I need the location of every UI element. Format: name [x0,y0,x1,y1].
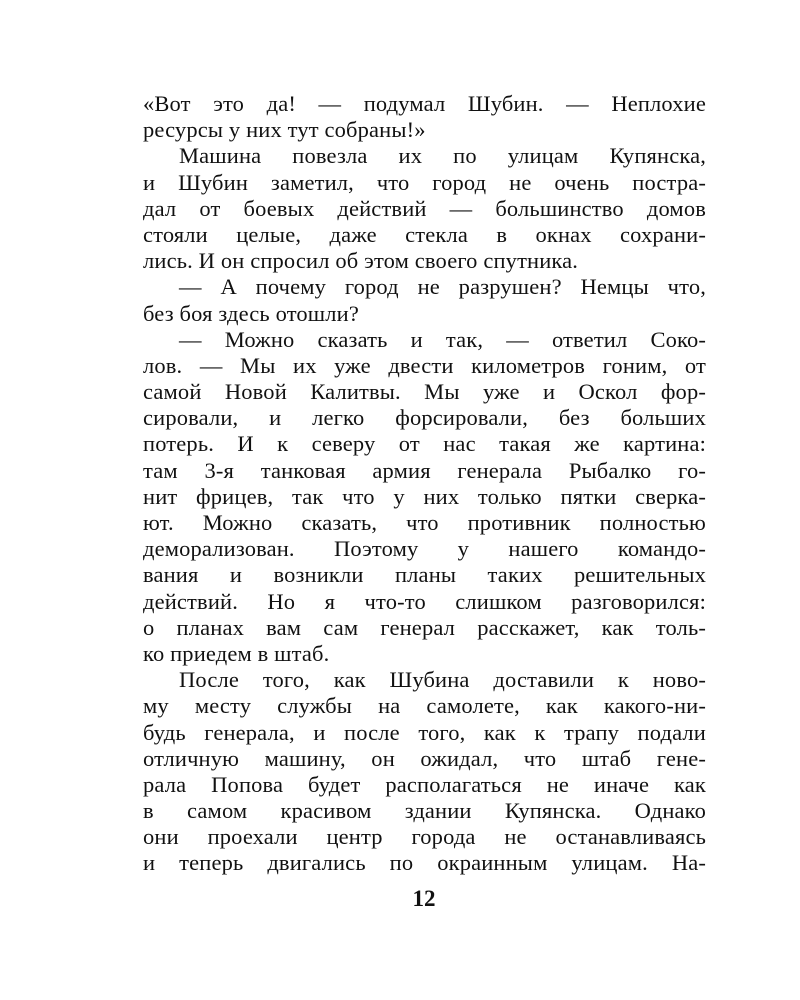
text-line: нит фрицев, так что у них только пятки сверка- [143,483,706,509]
text-line: о планах вам сам генерал расскажет, как толь- [143,614,706,640]
text-line: в самом красивом здании Купянска. Однако [143,798,706,824]
text-line: действий. Но я что-то слишком разговорился: [143,588,706,614]
text-line: потерь. И к северу от нас такая же картина: [143,431,706,457]
text-line: деморализован. Поэтому у нашего командо- [143,536,706,562]
text-line: ко приедем в штаб. [143,640,330,666]
text-line: После того, как Шубина доставили к ново- [179,667,706,693]
text-line: без боя здесь отошли? [143,300,359,326]
body-text [143,91,706,877]
text-line: и Шубин заметил, что город не очень постра- [143,169,706,195]
text-line: будь генерала, и после того, как к трапу подали [143,719,706,745]
text-line: вания и возникли планы таких решительных [143,562,706,588]
text-line: самой Новой Калитвы. Мы уже и Оскол фор- [143,379,706,405]
text-line: отличную машину, он ожидал, что штаб гене- [143,745,706,771]
text-line: и теперь двигались по окраинным улицам. На- [143,850,706,876]
text-line: — Можно сказать и так, — ответил Соко- [179,326,706,352]
text-line: стояли целые, даже стекла в окнах сохрани- [143,221,706,247]
text-line: — А почему город не разрушен? Немцы что, [179,274,706,300]
text-line: лись. И он спросил об этом своего спутника. [143,248,579,274]
page-number: 12 [412,886,436,911]
text-line: лов. — Мы их уже двести километров гоним, от [143,352,706,378]
text-line: рала Попова будет располагаться не иначе как [143,771,706,797]
text-line: ресурсы у них тут собраны!» [143,117,426,143]
text-line: ют. Можно сказать, что противник полностью [143,510,706,535]
text-line: они проехали центр города не останавливаясь [143,824,706,850]
text-line: Машина повезла их по улицам Купянска, [179,143,706,169]
text-line: «Вот это да! — подумал Шубин. — Неплохие [143,91,706,116]
text-line: сировали, и легко форсировали, без больших [143,405,706,431]
text-line: му месту службы на самолете, как какого-ни- [143,693,706,719]
text-line: дал от боевых действий — большинство домов [143,195,706,221]
text-line: там 3-я танковая армия генерала Рыбалко го- [143,457,706,483]
